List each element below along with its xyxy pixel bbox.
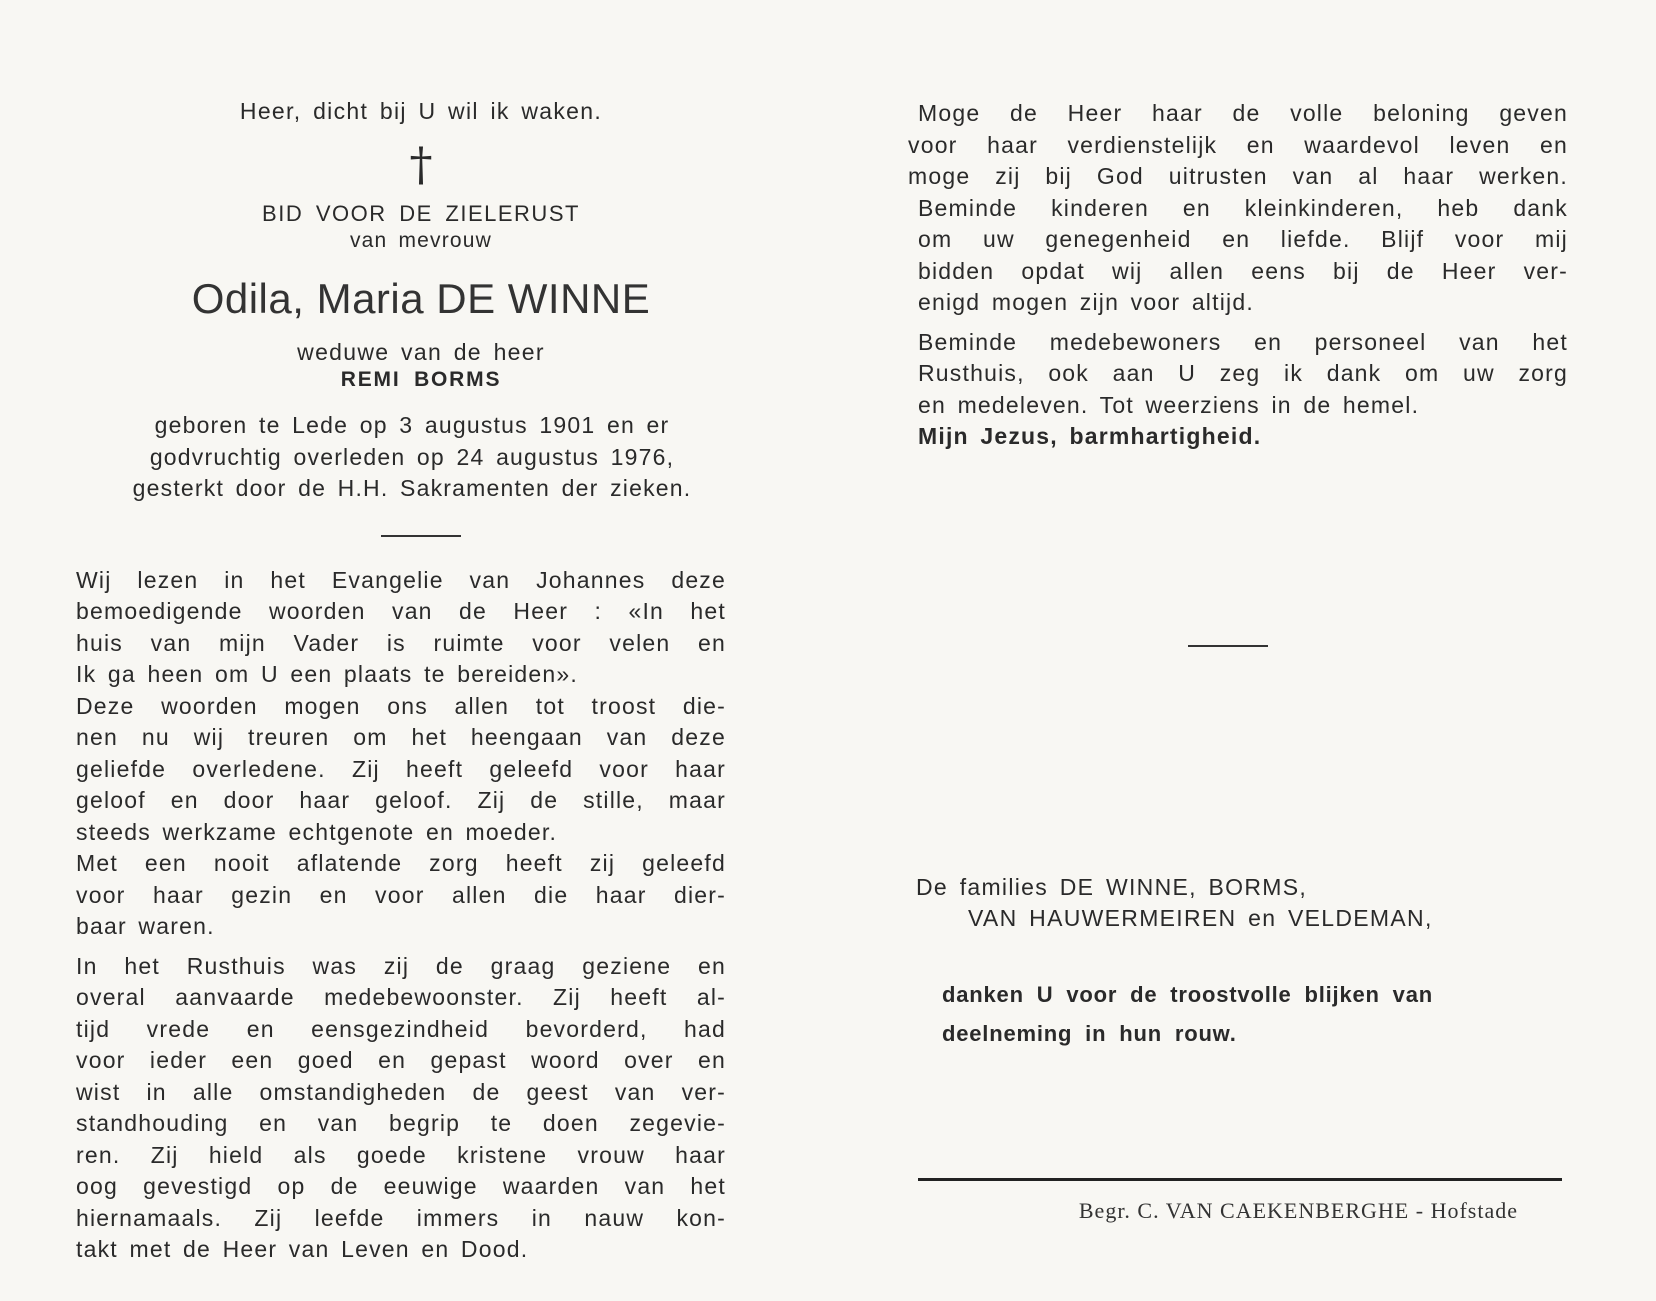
text-line: om uw genegenheid en liefde. Blijf voor mij xyxy=(918,226,1568,252)
birth-line: gesterkt door de H.H. Sakramenten der zieken. xyxy=(132,475,692,501)
text-line: Rusthuis, ook aan U zeg ik dank om uw zorg xyxy=(918,360,1568,386)
birth-line: godvruchtig overleden op 24 augustus 1976, xyxy=(149,443,675,470)
text-line: Ik ga heen om U een plaats te bereiden». xyxy=(76,661,578,687)
prayer-heading: BID VOOR DE ZIELERUST xyxy=(262,201,580,226)
text-line: ren. Zij hield als goede kristene vrouw haar xyxy=(76,1141,726,1168)
birth-death-info xyxy=(76,410,726,505)
text-line: In het Rusthuis was zij de graag geziene en xyxy=(76,952,726,979)
text-line: hiernamaals. Zij leefde immers in nauw kon- xyxy=(76,1204,726,1231)
text-line: voor haar gezin en voor allen die haar dier- xyxy=(76,881,726,908)
text-line: tijd vrede en eensgezindheid bevorderd, had xyxy=(76,1015,726,1042)
of-madam-label: van mevrouw xyxy=(349,229,493,252)
text-line: enigd mogen zijn voor altijd. xyxy=(918,289,1254,315)
blessing-paragraph xyxy=(908,98,1568,319)
thanks-line: deelneming in hun rouw. xyxy=(942,1021,1237,1046)
families-line: De families DE WINNE, BORMS, xyxy=(916,874,1308,900)
families-block xyxy=(916,872,1556,934)
text-line: takt met de Heer van Leven en Dood. xyxy=(76,1236,529,1262)
deceased-name: Odila, Maria DE WINNE xyxy=(191,275,651,322)
left-column xyxy=(76,98,726,1266)
text-line: voor ieder een goed en gepast woord over en xyxy=(76,1047,726,1073)
text-line: geliefde overledene. Zij heeft geleefd voor haar xyxy=(76,755,726,782)
printer-credit: Begr. C. VAN CAEKENBERGHE - Hofstade xyxy=(1078,1198,1518,1223)
printer-divider xyxy=(918,1178,1562,1181)
divider xyxy=(381,535,461,537)
text-line: moge zij bij God uitrusten van al haar werken. xyxy=(908,163,1568,189)
text-line: bemoedigende woorden van de Heer : «In het xyxy=(76,598,726,624)
text-line: nen nu wij treuren om het heengaan van deze xyxy=(76,724,726,750)
text-line: huis van mijn Vader is ruimte voor velen en xyxy=(76,629,726,656)
text-line: Beminde kinderen en kleinkinderen, heb dank xyxy=(918,194,1568,221)
text-line: Beminde medebewoners en personeel van het xyxy=(918,328,1568,355)
text-line: Moge de Heer haar de volle beloning geven xyxy=(918,100,1568,126)
cross-icon: † xyxy=(409,137,433,191)
widow-of-label: weduwe van de heer xyxy=(297,339,545,365)
right-column xyxy=(908,98,1568,453)
rusthuis-paragraph xyxy=(76,951,726,1266)
gospel-paragraph xyxy=(76,565,726,943)
thanks-block xyxy=(942,975,1522,1053)
opening-verse: Heer, dicht bij U wil ik waken. xyxy=(239,98,603,124)
text-line: steeds werkzame echtgenote en moeder. xyxy=(76,818,558,845)
text-line: en medeleven. Tot weerziens in de hemel. xyxy=(918,391,1420,418)
text-line: baar waren. xyxy=(76,913,215,939)
text-line: geloof en door haar geloof. Zij de stille, maar xyxy=(76,787,726,813)
text-line: overal aanvaarde medebewoonster. Zij heeft al- xyxy=(76,984,726,1010)
text-line: Deze woorden mogen ons allen tot troost die- xyxy=(76,692,726,719)
thanks-residents-paragraph xyxy=(908,327,1568,453)
text-line: standhouding en van begrip te doen zegevie- xyxy=(76,1110,726,1136)
text-line: voor haar verdienstelijk en waardevol leven en xyxy=(908,131,1568,158)
families-line: VAN HAUWERMEIREN en VELDEMAN, xyxy=(968,905,1433,931)
thanks-line: danken U voor de troostvolle blijken van xyxy=(942,982,1433,1007)
text-line: Met een nooit aflatende zorg heeft zij geleefd xyxy=(76,850,726,876)
text-line: bidden opdat wij allen eens bij de Heer ver- xyxy=(918,257,1568,284)
text-line: Wij lezen in het Evangelie van Johannes deze xyxy=(76,566,726,593)
text-line: wist in alle omstandigheden de geest van ver- xyxy=(76,1078,726,1105)
divider xyxy=(1188,645,1268,647)
closing-prayer: Mijn Jezus, barmhartigheid. xyxy=(918,423,1262,449)
husband-name: REMI BORMS xyxy=(340,368,502,391)
birth-line: geboren te Lede op 3 augustus 1901 en er xyxy=(154,412,670,438)
text-line: oog gevestigd op de eeuwige waarden van het xyxy=(76,1173,726,1199)
